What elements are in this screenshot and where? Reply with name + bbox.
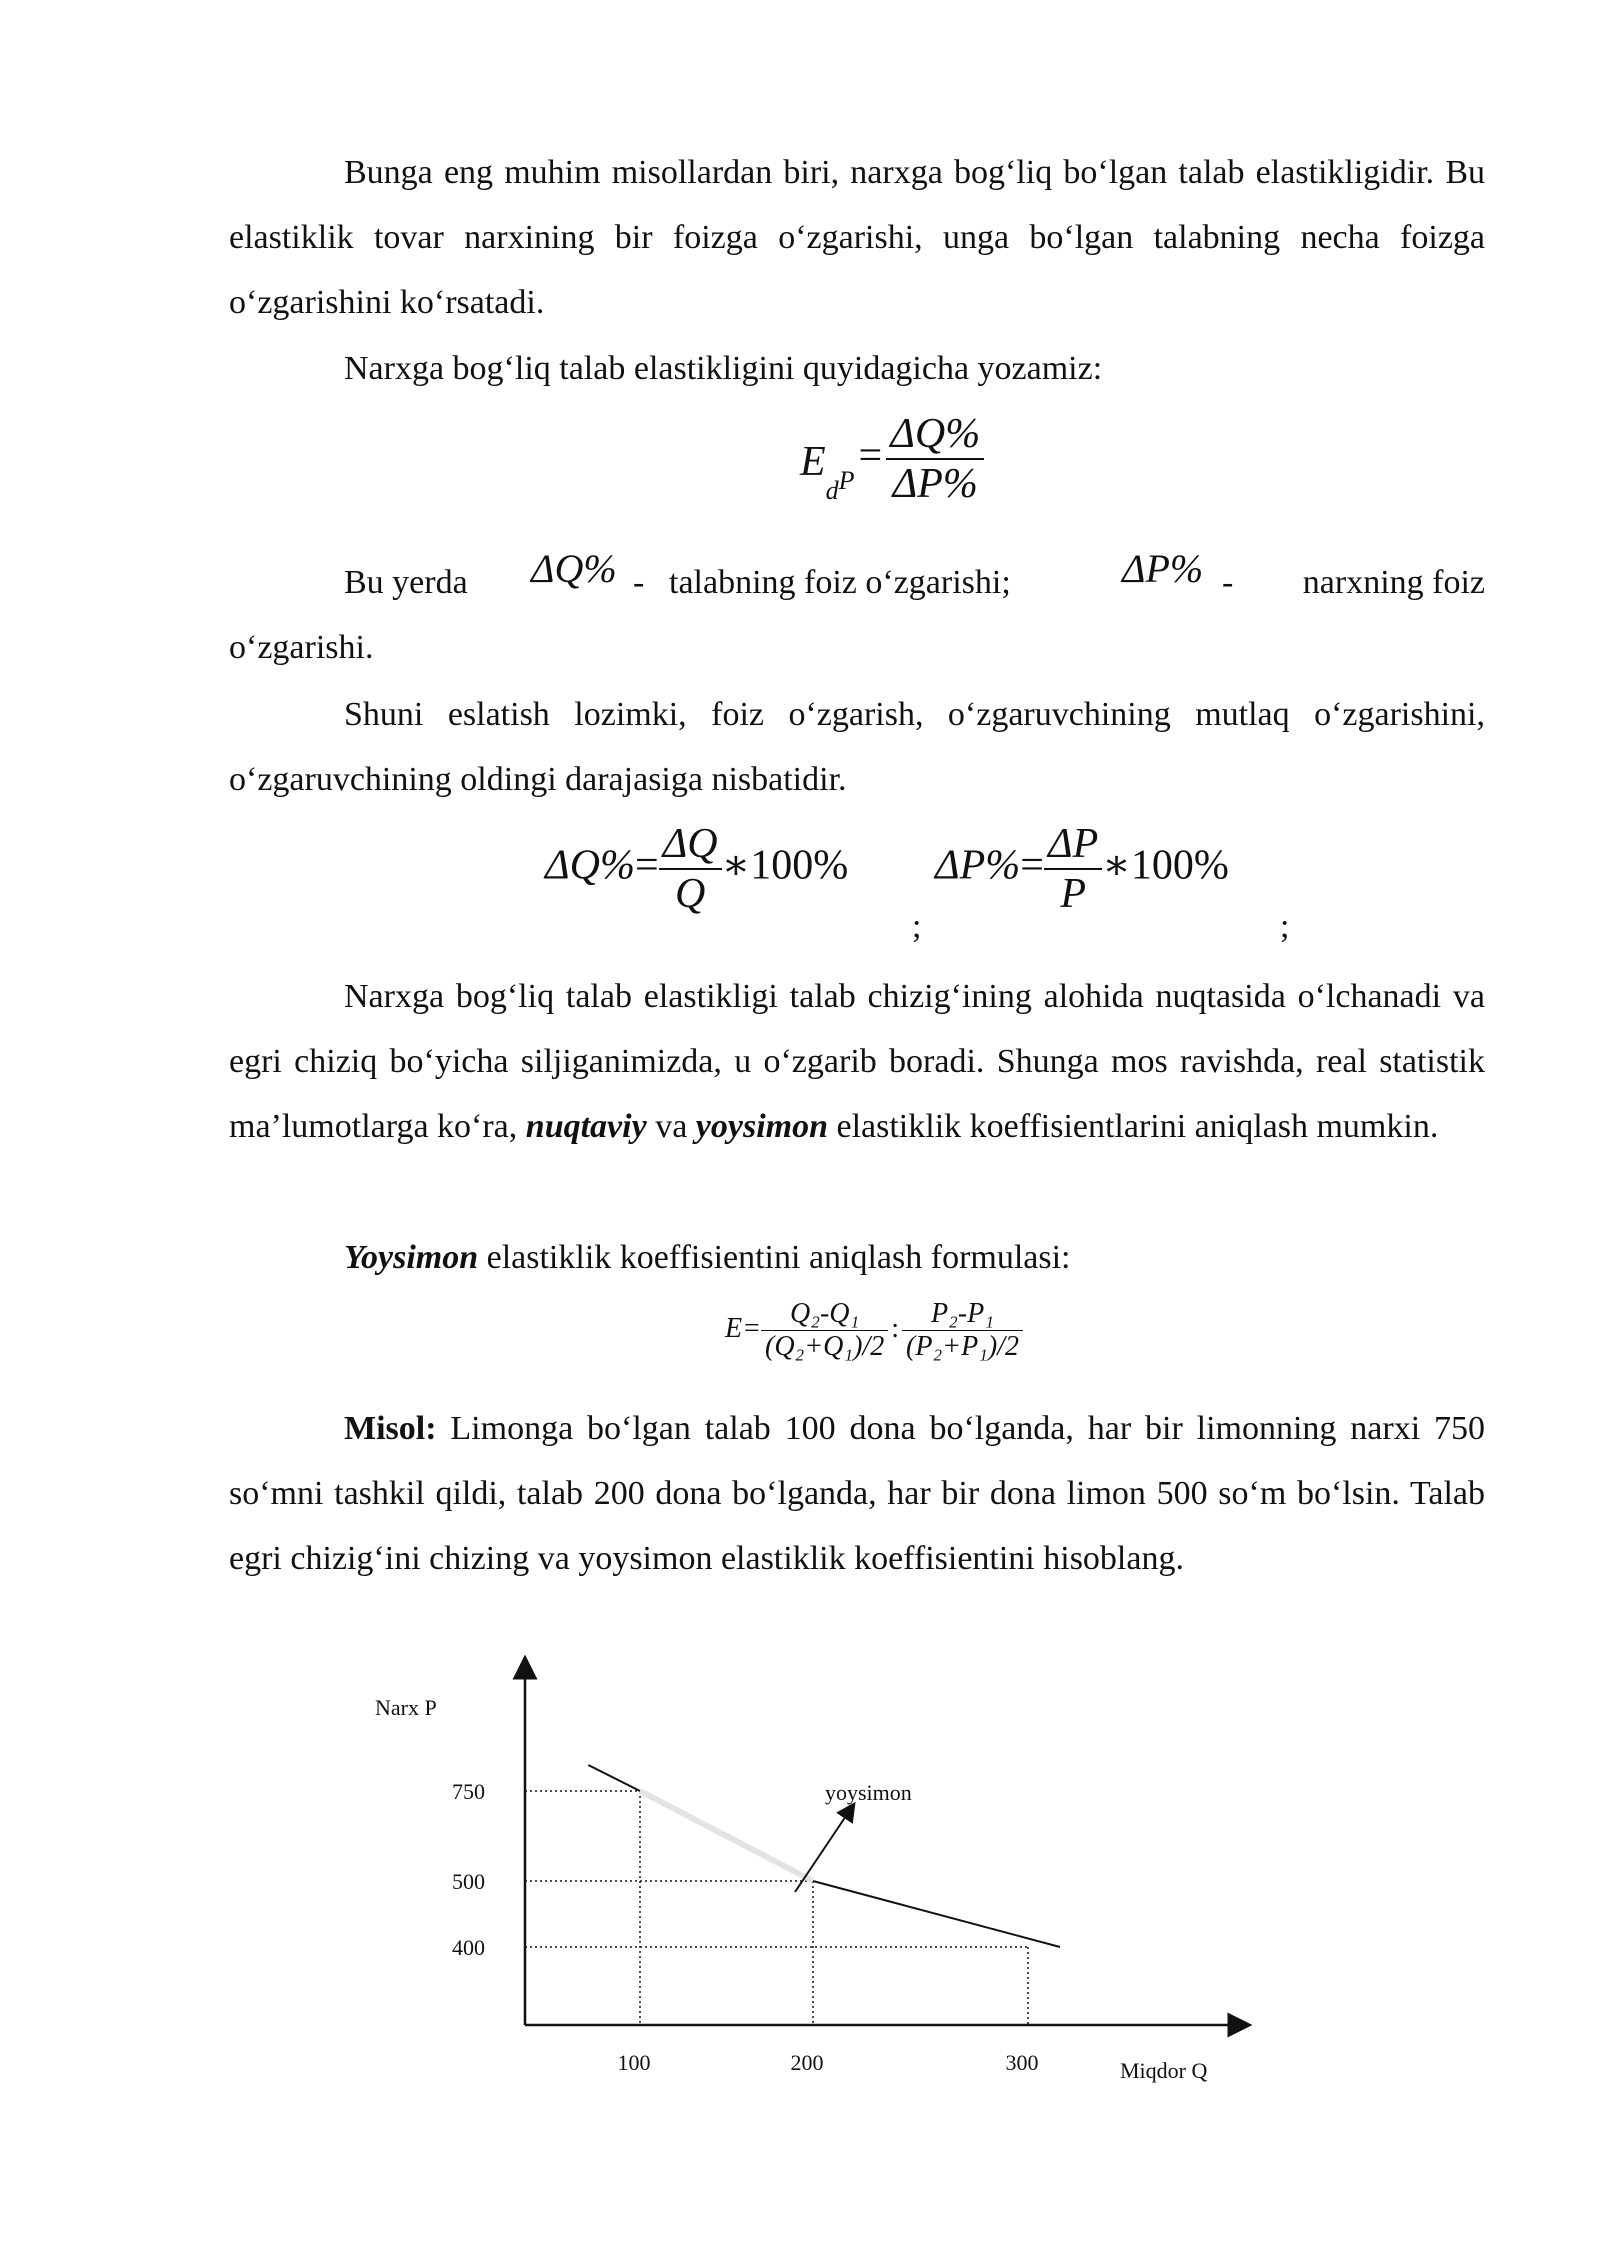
y-tick-label-400: 400 xyxy=(452,1935,485,1960)
denominator-p: P xyxy=(1060,871,1086,917)
paragraph-formula-intro: Narxga bog‘liq talab elastikligini quyidagicha yozamiz: xyxy=(344,350,1103,387)
numerator-dp: ΔP xyxy=(1044,820,1102,870)
numerator-dq: ΔQ xyxy=(659,820,722,870)
semicolon-1: ; xyxy=(912,908,922,945)
arc-den-2: (P₂+P₁)/2 xyxy=(906,1331,1020,1362)
paragraph-intro: Bunga eng muhim misollardan biri, narxga bog‘liq bo‘lgan talab elastikligidir. Bu elastiklik tovar narxining bir foizga o‘zgarishi, unga bo‘lgan talabning necha foizga o‘zgarishini ko‘rsatadi. xyxy=(229,154,1485,321)
paragraph-point-arc xyxy=(229,964,1485,1159)
x-tick-label-100: 100 xyxy=(617,2050,651,2075)
formula-times-100-1: ∗100% xyxy=(721,842,849,889)
dq-percent-formula xyxy=(545,820,848,918)
paragraph-example xyxy=(229,1396,1485,1591)
semicolon-2: ; xyxy=(1280,908,1290,945)
x-tick-label-200: 200 xyxy=(790,2050,824,2075)
paragraph-percent-change: Shuni eslatish lozimki, foiz o‘zgarish, o‘zgaruvchining mutlaq o‘zgarishini, o‘zgaruvchining oldingi darajasiga nisbatidir. xyxy=(229,696,1485,798)
paragraph-where-continued: o‘zgarishi. xyxy=(229,629,374,666)
fraction-denominator: ΔP% xyxy=(892,461,978,507)
arc-elasticity-formula xyxy=(725,1298,1023,1363)
inline-dq-pct: ΔQ% xyxy=(531,546,617,591)
formula-fraction xyxy=(886,410,984,508)
formula-dp-over-p xyxy=(1044,820,1102,918)
arc-num-1: Q₂-Q₁ xyxy=(761,1298,888,1331)
formula-eq-2: = xyxy=(1020,842,1044,889)
formula-equals: = xyxy=(858,432,883,479)
text-example: Limonga bo‘lgan talab 100 dona bo‘lganda, har bir limonning narxi 750 so‘mni tashkil qildi, talab 200 dona bo‘lganda, har bir dona limon 500 so‘m bo‘lsin. Talab egri chizig‘ini chizing va yoysimon elastiklik koeffisientini hisoblang. xyxy=(229,1410,1485,1577)
y-tick-label-500: 500 xyxy=(452,1869,485,1894)
text-p5-a: Narxga bog‘liq talab elastikligi talab chizig‘ining alohida nuqtasida o‘lchanadi va egri chiziq bo‘yicha siljiganimizda, u o‘zgarib boradi. Shunga mos ravishda, real statistik ma’lumotlarga ko‘ra, xyxy=(229,978,1485,1145)
demand-chart xyxy=(360,1655,1260,2095)
text-p6-rest: elastiklik koeffisientini aniqlash formulasi: xyxy=(486,1239,1071,1276)
demand-curve-segment-2 xyxy=(813,1881,1060,1947)
demand-curve-segment-1 xyxy=(588,1765,640,1791)
text-p5-b: va xyxy=(655,1108,688,1145)
x-axis-label: Miqdor Q xyxy=(1120,2058,1208,2083)
fraction-numerator: ΔQ% xyxy=(886,410,984,460)
arc-e-equals: E= xyxy=(725,1312,761,1344)
elasticity-formula xyxy=(800,410,984,508)
y-tick-label-750: 750 xyxy=(452,1779,485,1804)
arc-fraction-2 xyxy=(902,1298,1023,1363)
term-yoysimon-heading: Yoysimon xyxy=(344,1239,479,1276)
denominator-q: Q xyxy=(674,871,706,917)
text-demand-change: talabning foiz o‘zgarishi; xyxy=(669,564,1011,601)
term-nuqtaviy: nuqtaviy xyxy=(525,1108,647,1145)
dash-1: - xyxy=(633,564,645,601)
formula-sup-p: P xyxy=(838,465,855,495)
formula-dq-over-q xyxy=(659,820,722,918)
arc-fraction-1 xyxy=(761,1298,888,1363)
formula-sub-d: d xyxy=(825,475,839,505)
text-p5-c: elastiklik koeffisientlarini aniqlash mumkin. xyxy=(836,1108,1439,1145)
x-tick-label-300: 300 xyxy=(1005,2050,1039,2075)
formula-times-100-2: ∗100% xyxy=(1102,842,1229,889)
annotation-yoysimon: yoysimon xyxy=(825,1780,912,1805)
y-axis-label: Narx P xyxy=(375,1695,437,1720)
formula-dp-pct: ΔP% xyxy=(935,842,1021,889)
formula-e: E xyxy=(800,438,826,485)
formula-dq-pct: ΔQ% xyxy=(545,842,635,889)
arc-colon: : xyxy=(891,1312,900,1344)
text-price-change: narxning foiz xyxy=(1302,564,1485,601)
text-bu-yerda: Bu yerda xyxy=(344,564,468,601)
demand-curve-arc-faint xyxy=(640,1791,813,1881)
inline-dp-pct: ΔP% xyxy=(1122,546,1204,591)
paragraph-arc-formula-intro xyxy=(229,1225,1485,1290)
dash-2: - xyxy=(1222,564,1234,601)
annotation-arrow xyxy=(795,1810,850,1892)
arc-num-2: P₂-P₁ xyxy=(902,1298,1023,1331)
arc-den-1: (Q₂+Q₁)/2 xyxy=(765,1331,885,1362)
label-misol: Misol: xyxy=(344,1410,437,1447)
dp-percent-formula xyxy=(935,820,1229,918)
term-yoysimon: yoysimon xyxy=(695,1108,828,1145)
formula-eq-1: = xyxy=(634,842,659,889)
